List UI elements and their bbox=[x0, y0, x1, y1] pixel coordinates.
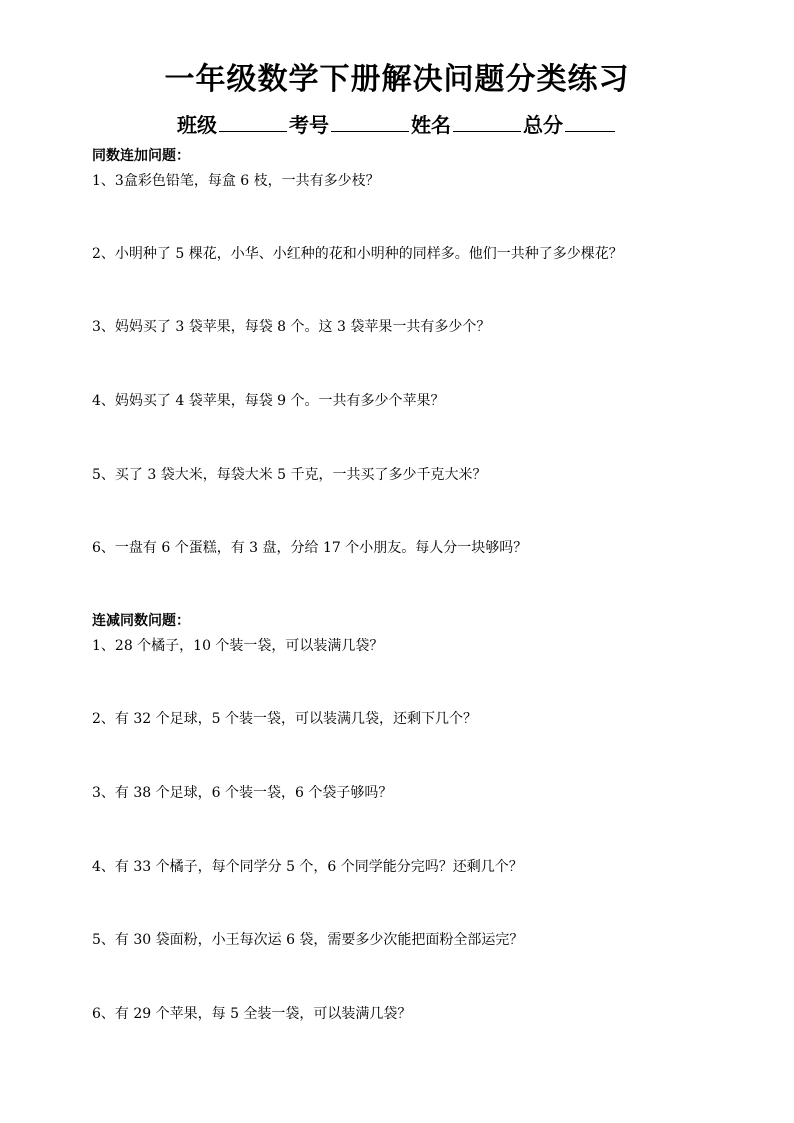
question-item: 1、28 个橘子，10 个装一袋，可以装满几袋？ bbox=[92, 638, 384, 654]
section-title-repeated-subtraction: 连减同数问题： bbox=[92, 613, 190, 629]
question-item: 5、有 30 袋面粉，小王每次运 6 袋，需要多少次能把面粉全部运完？ bbox=[92, 932, 524, 948]
question-item: 1、3盒彩色铅笔，每盒 6 枝，一共有多少枝？ bbox=[92, 173, 380, 189]
question-item: 4、有 33 个橘子，每个同学分 5 个，6 个同学能分完吗？还剩几个？ bbox=[92, 859, 523, 875]
question-item: 2、小明种了 5 棵花，小华、小红种的花和小明种的同样多。他们一共种了多少棵花？ bbox=[92, 246, 623, 262]
question-item: 3、有 38 个足球，6 个装一袋，6 个袋子够吗？ bbox=[92, 785, 393, 801]
score-label: 总分 bbox=[523, 113, 563, 137]
question-item: 2、有 32 个足球，5 个装一袋，可以装满几袋，还剩下几个？ bbox=[92, 711, 477, 727]
question-item: 6、一盘有 6 个蛋糕，有 3 盘，分给 17 个小朋友。每人分一块够吗？ bbox=[92, 540, 528, 556]
question-item: 5、买了 3 袋大米，每袋大米 5 千克，一共买了多少千克大米？ bbox=[92, 467, 487, 483]
number-blank bbox=[331, 111, 409, 132]
question-item: 6、有 29 个苹果，每 5 全装一袋，可以装满几袋？ bbox=[92, 1006, 412, 1022]
class-blank bbox=[219, 111, 287, 132]
number-label: 考号 bbox=[289, 113, 329, 137]
section-title-repeated-addition: 同数连加问题： bbox=[92, 148, 190, 164]
name-blank bbox=[453, 111, 521, 132]
question-item: 4、妈妈买了 4 袋苹果，每袋 9 个。一共有多少个苹果？ bbox=[92, 393, 445, 409]
page-title: 一年级数学下册解决问题分类练习 bbox=[164, 62, 630, 97]
student-info-line bbox=[0, 110, 794, 140]
score-blank bbox=[565, 111, 615, 132]
name-label: 姓名 bbox=[411, 113, 451, 137]
question-item: 3、妈妈买了 3 袋苹果，每袋 8 个。这 3 袋苹果一共有多少个？ bbox=[92, 319, 491, 335]
class-label: 班级 bbox=[177, 113, 217, 137]
